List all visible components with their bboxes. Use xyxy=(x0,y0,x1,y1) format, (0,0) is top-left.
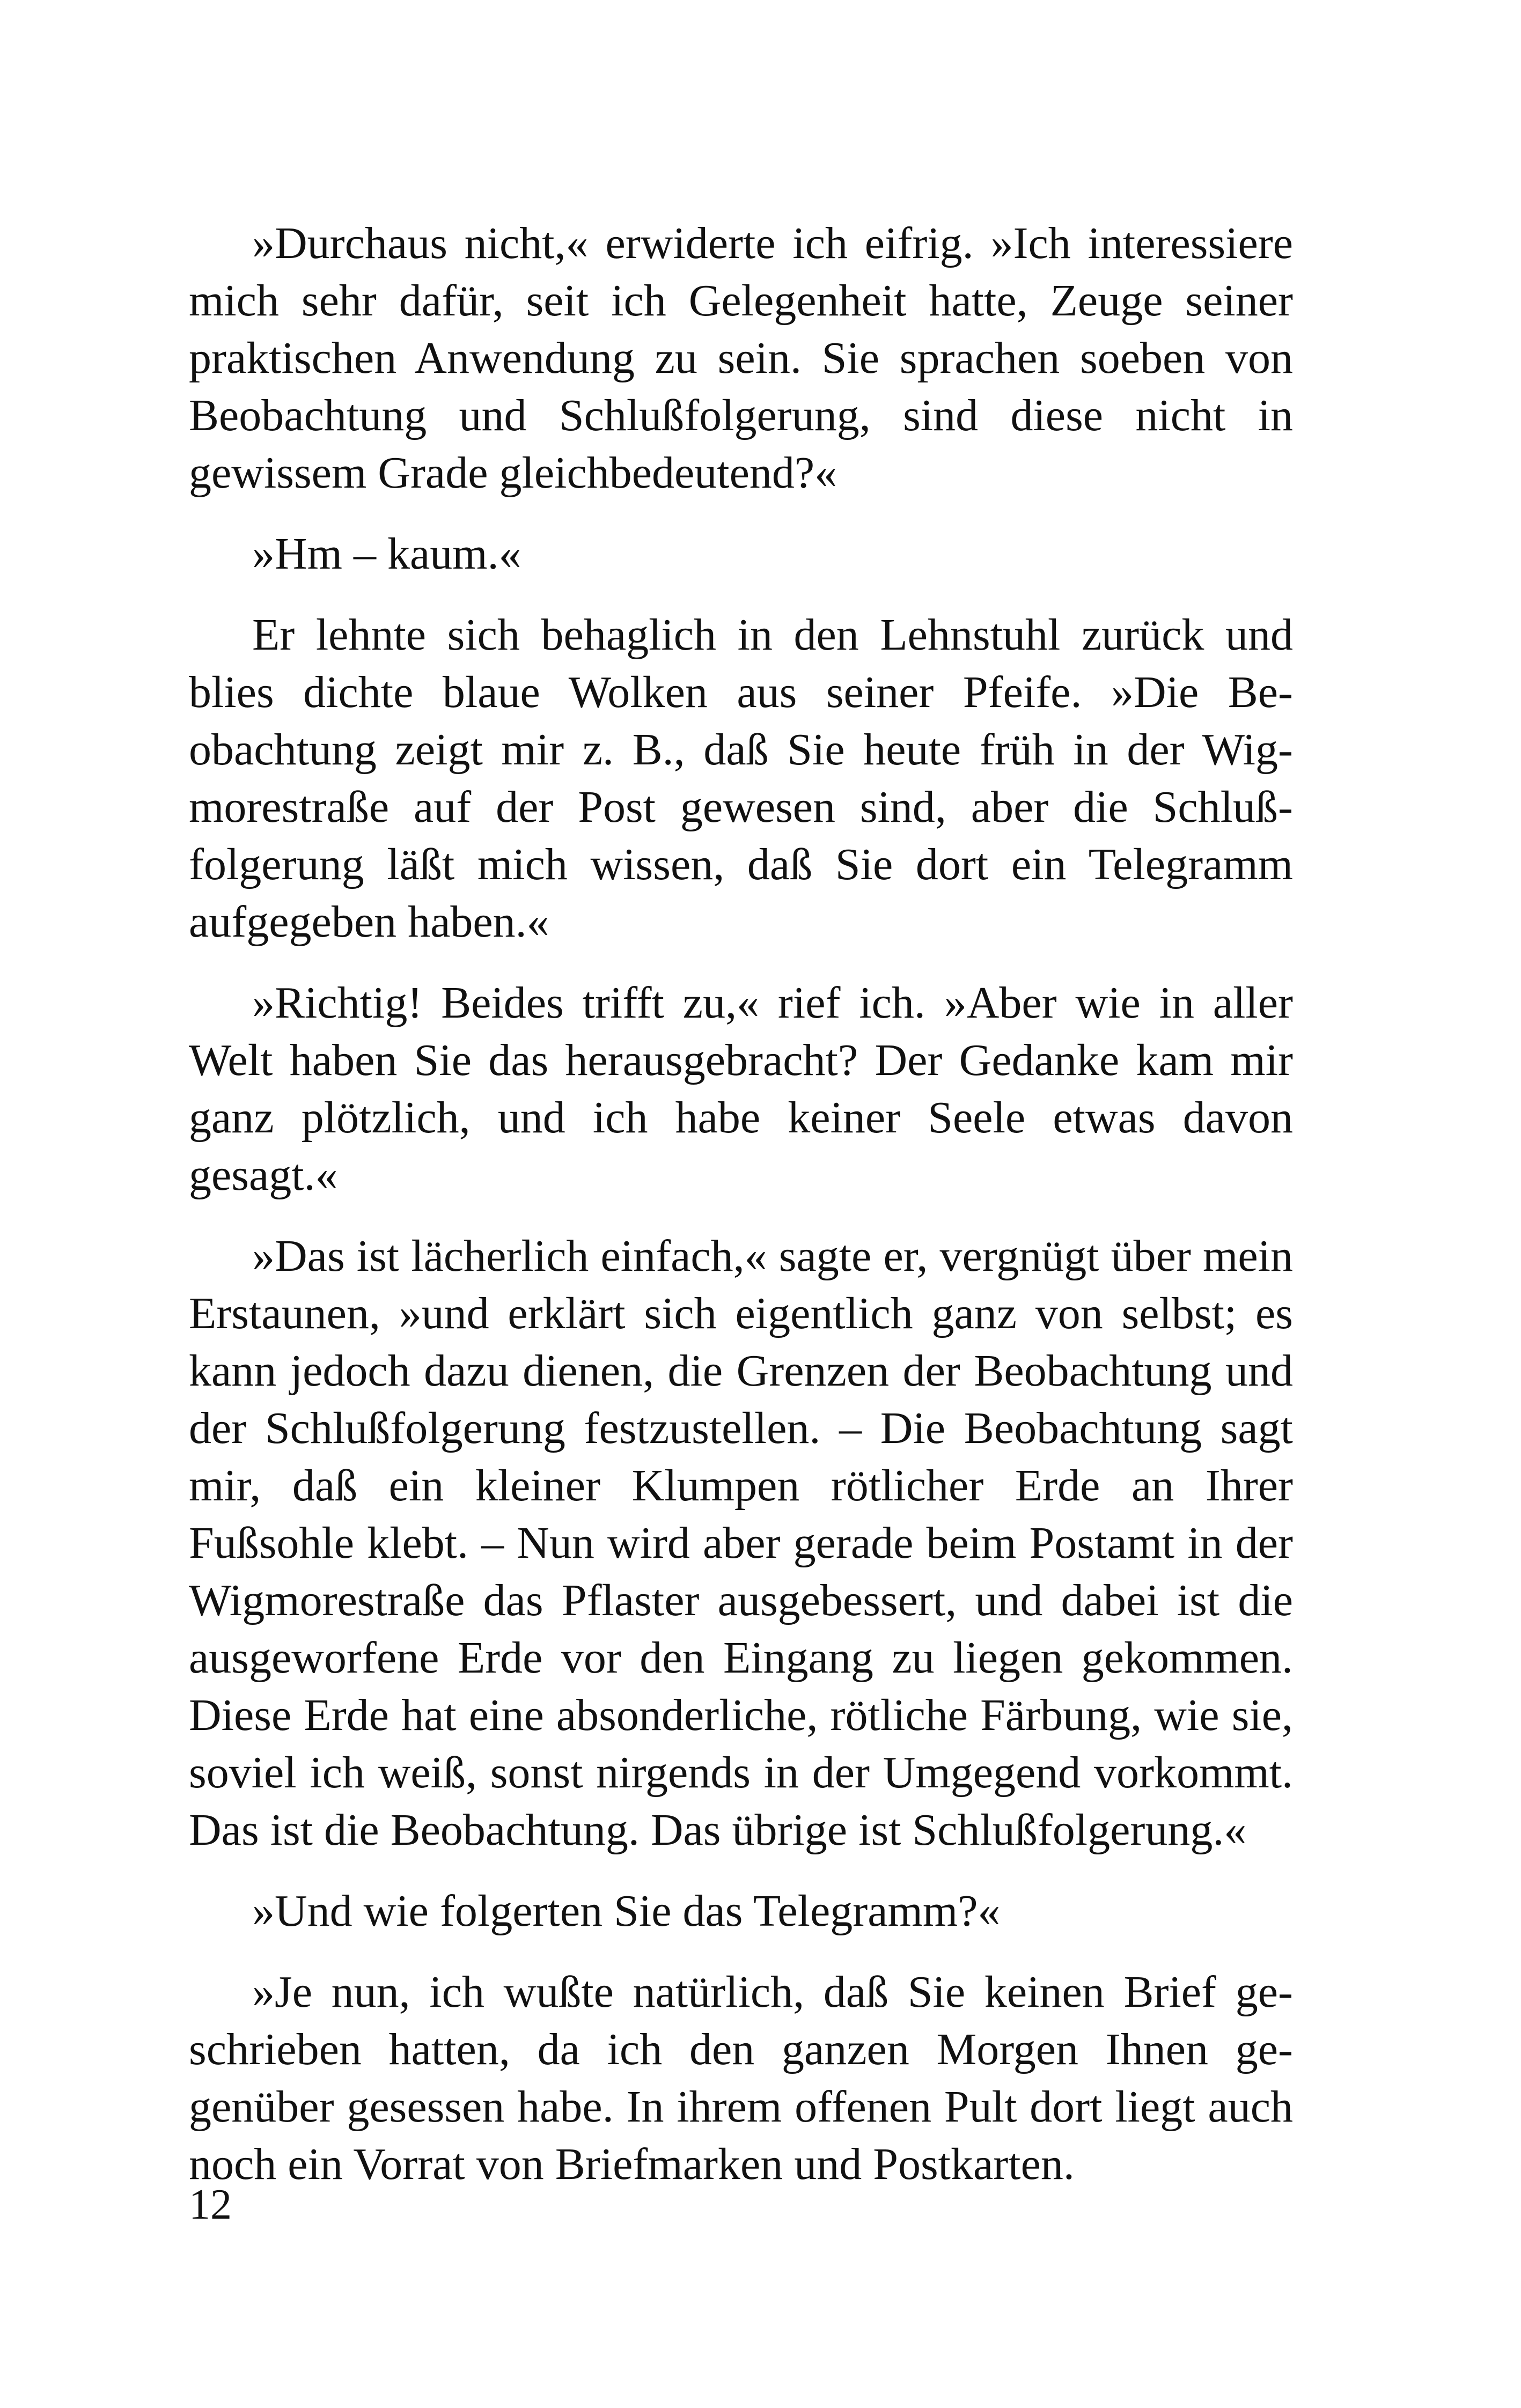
paragraph-5: »Das ist lächerlich einfach,« sagte er, vergnügt über mein Erstaunen, »und erklärt sich eigentlich ganz von selbst; es kann jedoch dazu dienen, die Grenzen der Beobachtung und der Schlußfolgerung festzustellen. – Die Beobachtung sagt mir, daß ein kleiner Klumpen rötlicher Erde an Ihrer Fußsohle klebt. – Nun wird aber gerade beim Postamt in der Wigmorestraße das Pflaster ausgebessert, und dabei ist die ausgeworfene Erde vor den Eingang zu liegen gekommen. Diese Erde hat eine absonderliche, rötliche Färbung, wie sie, soviel ich weiß, sonst nirgends in der Umgegend vorkommt. Das ist die Beobachtung. Das übrige ist Schlußfolgerung.« xyxy=(189,1231,1293,1855)
page-number: 12 xyxy=(189,2181,232,2228)
paragraph-3: Er lehnte sich behaglich in den Lehnstuhl zurück und blies dichte blaue Wolken aus seiner Pfeife. »Die Beobachtung zeigt mir z. B., daß Sie heute früh in der Wigmorestraße auf der Post gewesen sind, aber die Schlußfolgerung läßt mich wissen, daß Sie dort ein Telegramm aufgegeben haben.« xyxy=(189,610,1293,947)
paragraph-4: »Richtig! Beides trifft zu,« rief ich. »Aber wie in aller Welt haben Sie das herausgebracht? Der Gedanke kam mir ganz plötzlich, und ich habe keiner Seele etwas davon gesagt.« xyxy=(189,978,1293,1200)
body-text xyxy=(189,215,1293,2216)
paragraph-1: »Durchaus nicht,« erwiderte ich eifrig. »Ich interessiere mich sehr dafür, seit ich Gelegenheit hatte, Zeuge seiner praktischen Anwendung zu sein. Sie sprachen soeben von Beobachtung und Schlußfolgerung, sind diese nicht in gewissem Grade gleichbedeutend?« xyxy=(189,218,1293,498)
paragraph-6: »Und wie folgerten Sie das Telegramm?« xyxy=(252,1886,1001,1936)
paragraph-7: »Je nun, ich wußte natürlich, daß Sie keinen Brief geschrieben hatten, da ich den ganzen Morgen Ihnen gegenüber gesessen habe. In ihrem offenen Pult dort liegt auch noch ein Vorrat von Briefmarken und Postkarten. xyxy=(189,1967,1293,2189)
paragraph-2: »Hm – kaum.« xyxy=(252,529,521,579)
